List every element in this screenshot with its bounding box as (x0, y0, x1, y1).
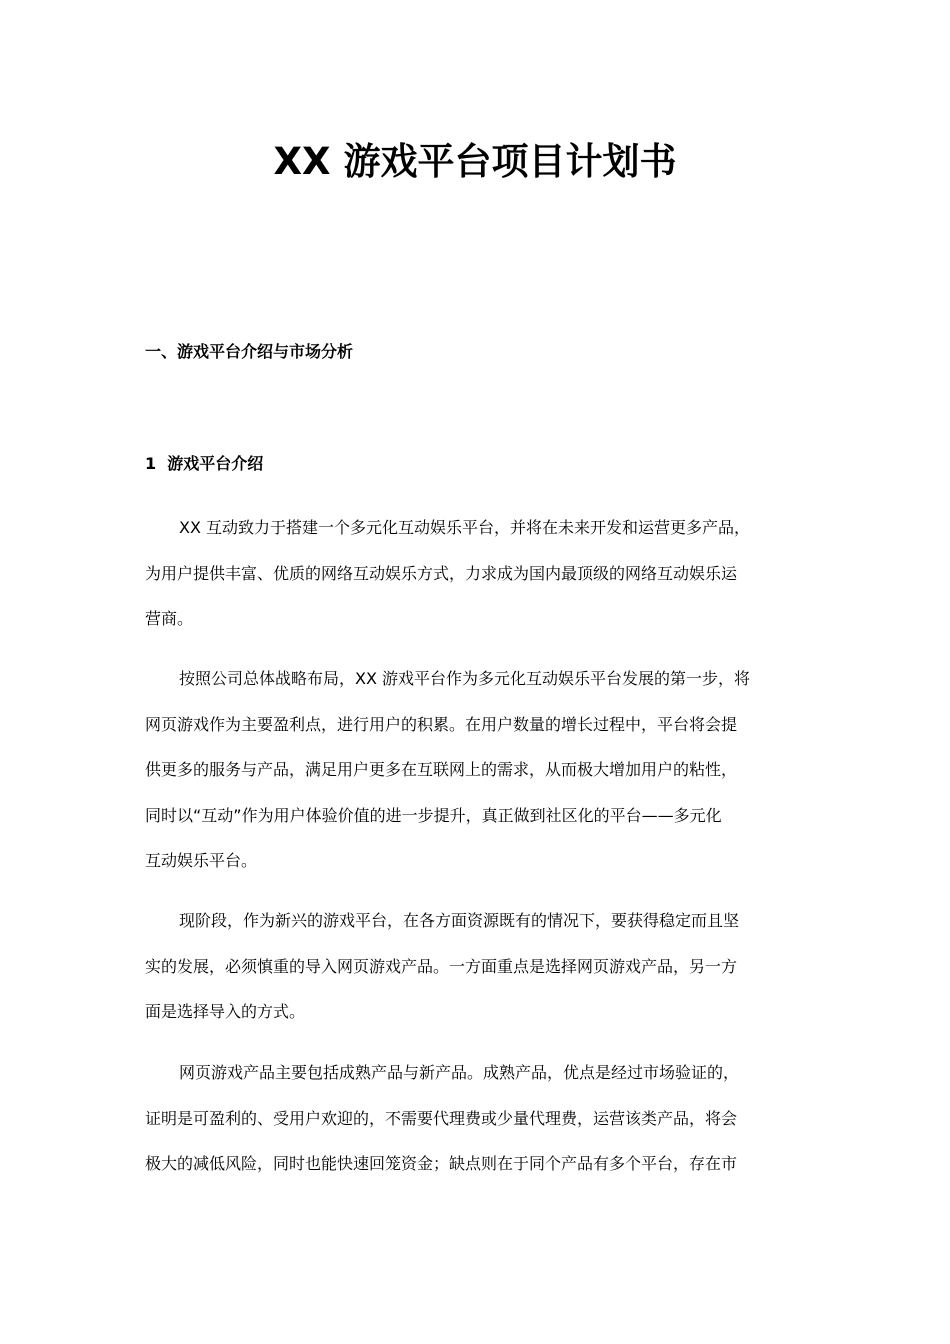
paragraph-line: 互动娱乐平台。 (145, 851, 258, 870)
paragraph-line: 供更多的服务与产品，满足用户更多在互联网上的需求，从而极大增加用户的粘性， (145, 760, 738, 779)
paragraph-line: 极大的减低风险，同时也能快速回笼资金；缺点则在于同个产品有多个平台，存在市 (145, 1154, 738, 1173)
paragraph-line: XX 互动致力于搭建一个多元化互动娱乐平台，并将在未来开发和运营更多产品， (179, 518, 751, 537)
document-title: XX 游戏平台项目计划书 (273, 140, 677, 183)
paragraph-current-stage (145, 898, 807, 1035)
paragraph-line: 现阶段，作为新兴的游戏平台，在各方面资源既有的情况下，要获得稳定而且坚 (179, 911, 740, 930)
paragraph-line: 网页游戏产品主要包括成熟产品与新产品。成熟产品，优点是经过市场验证的， (179, 1063, 740, 1082)
paragraph-line: 证明是可盈利的、受用户欢迎的，不需要代理费或少量代理费，运营该类产品，将会 (145, 1108, 738, 1128)
paragraph-strategy (145, 656, 807, 884)
paragraph-line: 面是选择导入的方式。 (145, 1002, 306, 1021)
paragraph-line: 按照公司总体战略布局，XX 游戏平台作为多元化互动娱乐平台发展的第一步，将 (179, 669, 751, 688)
subsection-heading: 1 游戏平台介绍 (145, 454, 264, 473)
paragraph-platform-intro (145, 505, 807, 642)
paragraph-line: 为用户提供丰富、优质的网络互动娱乐方式，力求成为国内最顶级的网络互动娱乐运 (145, 563, 738, 583)
paragraph-line: 营商。 (145, 609, 194, 628)
section-heading: 一、游戏平台介绍与市场分析 (145, 342, 354, 361)
paragraph-line: 实的发展，必须慎重的导入网页游戏产品。一方面重点是选择网页游戏产品，另一方 (145, 956, 738, 976)
paragraph-line: 同时以“互动”作为用户体验价值的进一步提升，真正做到社区化的平台——多元化 (145, 805, 722, 825)
paragraph-product-types (145, 1050, 807, 1187)
paragraph-line: 网页游戏作为主要盈利点，进行用户的积累。在用户数量的增长过程中，平台将会提 (145, 714, 738, 734)
